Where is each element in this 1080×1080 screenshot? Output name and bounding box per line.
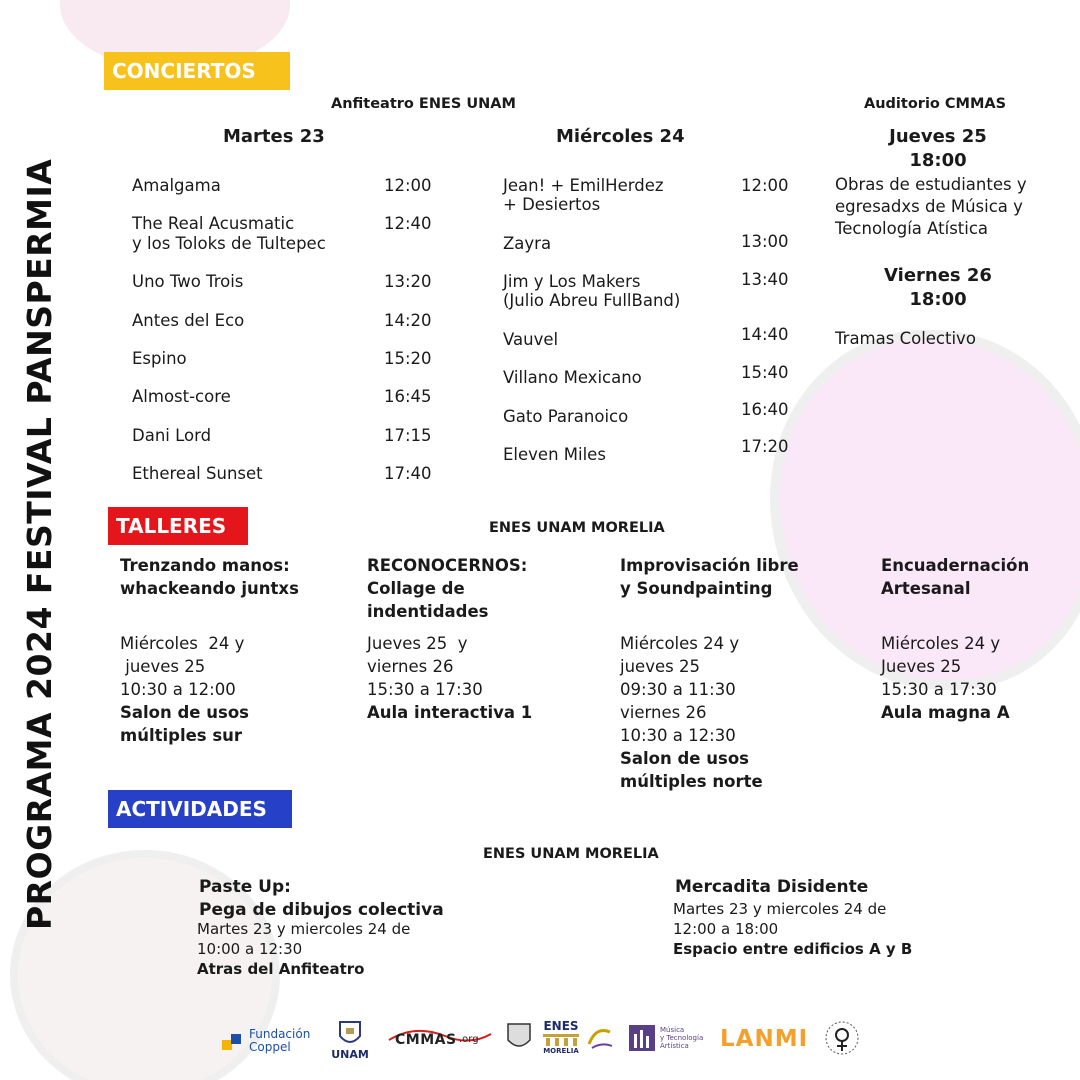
unam-crest-logo — [506, 1022, 534, 1056]
coppel-icon — [222, 1032, 244, 1054]
actividades-label: ACTIVIDADES — [108, 790, 292, 828]
band-name: Amalgama — [132, 176, 221, 195]
band-time: 12:00 — [384, 176, 432, 195]
cmmas-text: CMMAS — [395, 1032, 457, 1048]
venue-cmmas: Auditorio CMMAS — [864, 96, 1007, 112]
workshop-date-line: Miércoles 24 y — [120, 634, 245, 653]
workshop-details — [120, 632, 249, 747]
workshop-date-line: 15:30 a 17:30 — [367, 680, 483, 699]
side-title: PROGRAMA 2024 FESTIVAL PANSPERMIA — [20, 158, 59, 930]
schedule-row — [503, 176, 793, 216]
workshop-date-line: 15:30 a 17:30 — [881, 680, 997, 699]
workshop-date-line: jueves 25 — [620, 657, 700, 676]
band-time: 13:40 — [741, 270, 789, 289]
workshop-date-line: Jueves 25 — [881, 657, 962, 676]
workshop-title-line: indentidades — [367, 602, 489, 621]
sponsor-small-logo — [586, 1024, 614, 1052]
workshop-title — [881, 554, 1029, 600]
band-time: 14:20 — [384, 311, 432, 330]
band-name: Espino — [132, 349, 187, 368]
mta-text: y Tecnología — [660, 1034, 704, 1042]
workshop-location: Aula interactiva 1 — [367, 703, 533, 722]
band-time: 16:40 — [741, 400, 789, 419]
band-name: Dani Lord — [132, 426, 212, 445]
workshop-location: Salon de usos — [620, 749, 749, 768]
band-name: Villano Mexicano — [503, 368, 642, 387]
band-time: 17:40 — [384, 464, 432, 483]
viernes-time: 18:00 — [909, 289, 967, 310]
cmmas-suffix: .org — [459, 1034, 479, 1045]
band-time: 17:15 — [384, 426, 432, 445]
band-name: Zayra — [503, 234, 552, 253]
coppel-text: Fundación — [249, 1027, 311, 1041]
workshop-title — [120, 554, 299, 600]
mta-text: Música — [660, 1026, 685, 1034]
band-name: The Real Acusmatic — [132, 214, 295, 233]
band-name: Ethereal Sunset — [132, 464, 263, 483]
venue-actividades: ENES UNAM MORELIA — [483, 846, 659, 862]
workshop-location: múltiples norte — [620, 772, 763, 791]
activity-date-line: 10:00 a 12:30 — [197, 940, 303, 958]
workshop-date-line: 09:30 a 11:30 — [620, 680, 736, 699]
band-name: Antes del Eco — [132, 311, 245, 330]
band-name: Eleven Miles — [503, 445, 606, 464]
band-time: 12:40 — [384, 214, 432, 233]
sponsor-logos — [222, 1018, 862, 1068]
band-time: 15:20 — [384, 349, 432, 368]
workshop-title — [620, 554, 799, 600]
workshop-date-line: viernes 26 — [620, 703, 707, 722]
workshop-date-line: viernes 26 — [367, 657, 454, 676]
band-name: Almost-core — [132, 387, 231, 406]
activity-title-line: Mercadita Disidente — [675, 877, 869, 897]
band-time: 12:00 — [741, 176, 789, 195]
workshop-title — [367, 554, 527, 623]
venue-talleres: ENES UNAM MORELIA — [489, 520, 665, 536]
unam-text: UNAM — [331, 1048, 369, 1061]
schedule-row — [132, 214, 432, 254]
band-time: 17:20 — [741, 437, 789, 456]
day-jueves: Jueves 25 — [889, 126, 987, 147]
workshop-title-line: y Soundpainting — [620, 579, 773, 598]
workshop-title-line: RECONOCERNOS: — [367, 556, 528, 575]
activity-details — [673, 899, 912, 959]
band-time: 16:45 — [384, 387, 432, 406]
band-name: Vauvel — [503, 330, 559, 349]
jueves-line: Tecnología Atística — [835, 219, 989, 238]
activity-location: Espacio entre edificios A y B — [673, 940, 913, 958]
crest-icon — [506, 1022, 532, 1052]
band-time: 13:20 — [384, 272, 432, 291]
day-miercoles: Miércoles 24 — [556, 126, 685, 147]
workshop-title-line: Trenzando manos: — [120, 556, 290, 575]
workshop-date-line: Miércoles 24 y — [881, 634, 1001, 653]
workshop-date-line: 10:30 a 12:30 — [620, 726, 736, 745]
activity-location: Atras del Anfiteatro — [197, 960, 365, 978]
workshop-title-line: Encuadernación — [881, 556, 1030, 575]
workshop-title-line: whackeando juntxs — [120, 579, 299, 598]
workshop-details — [367, 632, 532, 724]
enes-text: ENES — [543, 1019, 579, 1033]
workshop-location: Salon de usos — [120, 703, 249, 722]
jueves-line: egresadxs de Música y — [835, 197, 1023, 216]
workshop-date-line: 10:30 a 12:00 — [120, 680, 236, 699]
unam-logo — [326, 1020, 374, 1061]
enes-morelia-text: MORELIA — [543, 1047, 579, 1055]
activity-title — [675, 876, 868, 899]
enes-morelia-logo — [540, 1020, 582, 1055]
band-name-line2: + Desiertos — [503, 195, 601, 214]
band-name: Uno Two Trois — [132, 272, 244, 291]
activity-date-line: Martes 23 y miercoles 24 de — [197, 920, 411, 938]
day-martes: Martes 23 — [223, 126, 325, 147]
activity-title-line: Paste Up: — [199, 877, 291, 897]
talleres-label: TALLERES — [108, 507, 248, 545]
band-name: Jean! + EmilHerdez — [503, 176, 664, 195]
workshop-details — [881, 632, 1010, 724]
schedule-row — [503, 270, 793, 310]
band-time: 14:40 — [741, 325, 789, 344]
workshop-location: Aula magna A — [881, 703, 1010, 722]
band-time: 15:40 — [741, 363, 789, 382]
workshop-date-line: jueves 25 — [120, 657, 206, 676]
jueves-line: Obras de estudiantes y — [835, 175, 1027, 194]
jueves-description — [835, 174, 1027, 240]
day-viernes: Viernes 26 — [884, 265, 992, 286]
band-name: Gato Paranoico — [503, 407, 629, 426]
workshop-title-line: Artesanal — [881, 579, 971, 598]
activity-title-line: Pega de dibujos colectiva — [199, 900, 444, 920]
activity-date-line: Martes 23 y miercoles 24 de — [673, 900, 887, 918]
band-name-line2: y los Toloks de Tultepec — [132, 234, 326, 253]
mta-icon — [628, 1024, 656, 1052]
workshop-date-line: Miércoles 24 y — [620, 634, 740, 653]
yellow-swirl-icon — [586, 1024, 614, 1052]
workshop-title-line: Improvisación libre — [620, 556, 799, 575]
workshop-details — [620, 632, 763, 793]
conciertos-label: CONCIERTOS — [104, 52, 290, 90]
workshop-title-line: Collage de — [367, 579, 465, 598]
viernes-description: Tramas Colectivo — [835, 329, 976, 348]
coppel-text: Coppel — [249, 1040, 291, 1054]
unam-shield-icon — [337, 1020, 363, 1048]
band-time: 13:00 — [741, 232, 789, 251]
seal-icon — [824, 1020, 860, 1056]
collective-seal-logo — [824, 1020, 860, 1056]
workshop-location: múltiples sur — [120, 726, 243, 745]
activity-details — [197, 919, 410, 979]
enes-columns-icon — [541, 1034, 581, 1046]
activity-date-line: 12:00 a 18:00 — [673, 920, 779, 938]
workshop-date-line: Jueves 25 y — [367, 634, 468, 653]
mta-text: Artística — [660, 1042, 689, 1050]
jueves-time: 18:00 — [909, 150, 967, 171]
lanmi-logo: LANMI — [720, 1026, 809, 1052]
band-name: Jim y Los Makers — [503, 272, 641, 291]
activity-title — [199, 876, 444, 922]
band-name-line2: (Julio Abreu FullBand) — [503, 291, 681, 310]
venue-anfiteatro: Anfiteatro ENES UNAM — [331, 96, 516, 112]
